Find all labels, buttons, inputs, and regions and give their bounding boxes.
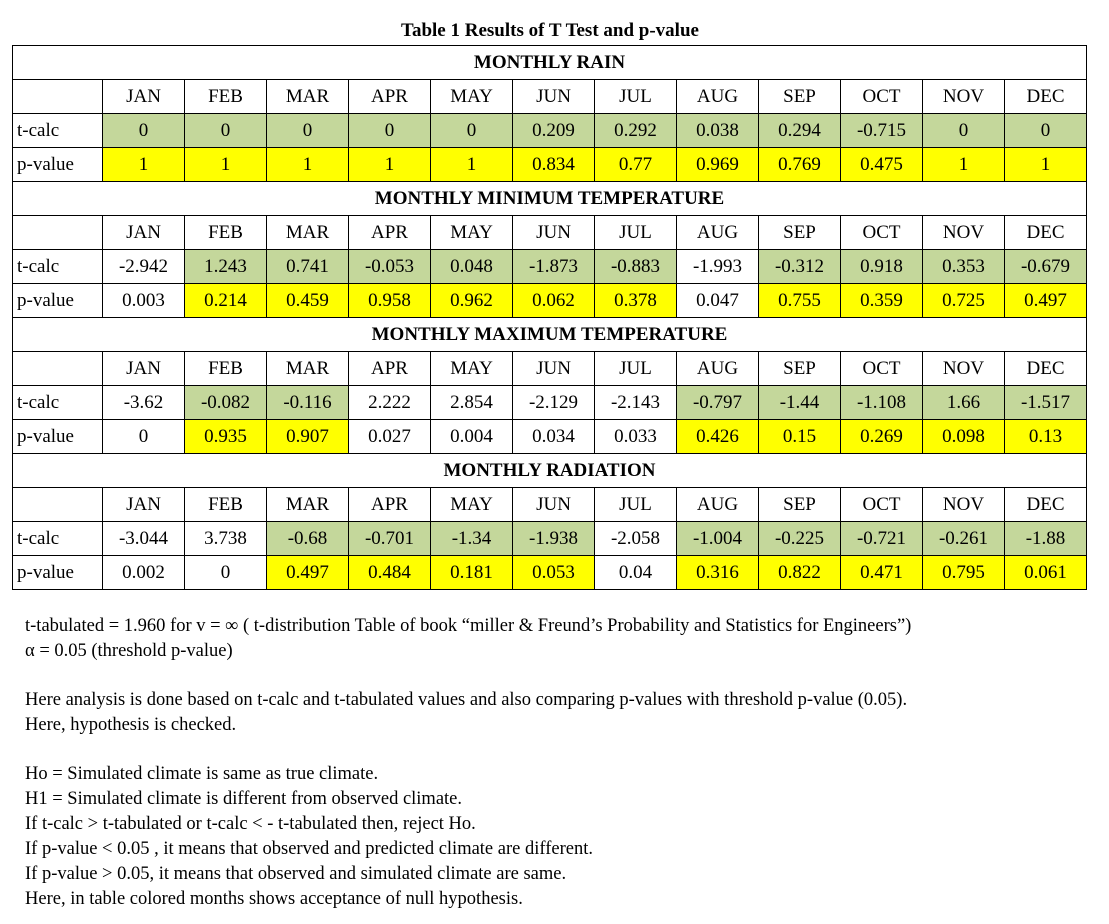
month-header-row — [13, 80, 1087, 114]
value-cell: -0.679 — [1005, 250, 1087, 284]
month-header-nov: NOV — [923, 216, 1005, 250]
month-header-jul: JUL — [595, 80, 677, 114]
month-header-row — [13, 488, 1087, 522]
value-cell: -1.88 — [1005, 522, 1087, 556]
note-line: If p-value > 0.05, it means that observed and simulated climate are same. — [25, 864, 567, 884]
value-cell: 0.471 — [841, 556, 923, 590]
month-header-jul: JUL — [595, 352, 677, 386]
value-cell: 0 — [103, 420, 185, 454]
value-cell: -1.517 — [1005, 386, 1087, 420]
value-cell: 1 — [267, 148, 349, 182]
month-header-sep: SEP — [759, 352, 841, 386]
month-header-apr: APR — [349, 216, 431, 250]
value-cell: 0.359 — [841, 284, 923, 318]
value-cell: 0.13 — [1005, 420, 1087, 454]
section-title-row — [13, 46, 1087, 80]
month-header-oct: OCT — [841, 80, 923, 114]
value-cell: 0.209 — [513, 114, 595, 148]
value-cell: 0.353 — [923, 250, 1005, 284]
month-header-jun: JUN — [513, 352, 595, 386]
month-header-jan: JAN — [103, 488, 185, 522]
month-header-jan: JAN — [103, 80, 185, 114]
value-cell: 1 — [185, 148, 267, 182]
month-header-mar: MAR — [267, 352, 349, 386]
note-line: Here, in table colored months shows acceptance of null hypothesis. — [25, 889, 523, 909]
section-title: MONTHLY RAIN — [13, 46, 1087, 80]
value-cell: 2.854 — [431, 386, 513, 420]
value-cell: 0.769 — [759, 148, 841, 182]
month-header-jun: JUN — [513, 216, 595, 250]
value-cell: 0.027 — [349, 420, 431, 454]
month-header-aug: AUG — [677, 216, 759, 250]
value-cell: -2.129 — [513, 386, 595, 420]
value-cell: 0.047 — [677, 284, 759, 318]
value-cell: -0.116 — [267, 386, 349, 420]
value-cell: 0 — [185, 114, 267, 148]
header-corner-cell — [13, 80, 103, 114]
month-header-feb: FEB — [185, 80, 267, 114]
value-cell: -0.053 — [349, 250, 431, 284]
value-cell: 0.475 — [841, 148, 923, 182]
value-cell: -0.68 — [267, 522, 349, 556]
value-cell: 3.738 — [185, 522, 267, 556]
month-header-apr: APR — [349, 80, 431, 114]
value-cell: 0.378 — [595, 284, 677, 318]
notes-block-definitions — [25, 614, 1100, 664]
value-cell: 0.061 — [1005, 556, 1087, 590]
value-cell: 0 — [185, 556, 267, 590]
month-header-aug: AUG — [677, 488, 759, 522]
value-cell: 0 — [923, 114, 1005, 148]
header-corner-cell — [13, 488, 103, 522]
section-title: MONTHLY MINIMUM TEMPERATURE — [13, 182, 1087, 216]
month-header-dec: DEC — [1005, 216, 1087, 250]
results-table — [12, 45, 1087, 590]
value-cell: 0.484 — [349, 556, 431, 590]
month-header-mar: MAR — [267, 488, 349, 522]
value-cell: -1.34 — [431, 522, 513, 556]
note-line: If t-calc > t-tabulated or t-calc < - t-tabulated then, reject Ho. — [25, 814, 476, 834]
month-header-mar: MAR — [267, 80, 349, 114]
month-header-dec: DEC — [1005, 488, 1087, 522]
value-cell: 0 — [349, 114, 431, 148]
value-cell: 0.04 — [595, 556, 677, 590]
month-header-oct: OCT — [841, 216, 923, 250]
month-header-nov: NOV — [923, 80, 1005, 114]
month-header-jul: JUL — [595, 216, 677, 250]
section-title-row — [13, 318, 1087, 352]
row-label: t-calc — [13, 250, 103, 284]
row-label: t-calc — [13, 114, 103, 148]
value-cell: 0.062 — [513, 284, 595, 318]
table-caption: Table 1 Results of T Test and p-value — [401, 20, 699, 41]
value-cell: -0.082 — [185, 386, 267, 420]
table-row — [13, 284, 1087, 318]
month-header-apr: APR — [349, 352, 431, 386]
month-header-sep: SEP — [759, 488, 841, 522]
note-line: Ho = Simulated climate is same as true climate. — [25, 764, 379, 784]
row-label: p-value — [13, 420, 103, 454]
value-cell: 0.181 — [431, 556, 513, 590]
value-cell: -0.715 — [841, 114, 923, 148]
value-cell: 0.294 — [759, 114, 841, 148]
section-title-row — [13, 454, 1087, 488]
value-cell: 2.222 — [349, 386, 431, 420]
value-cell: 0.004 — [431, 420, 513, 454]
value-cell: 0.725 — [923, 284, 1005, 318]
row-label: t-calc — [13, 386, 103, 420]
month-header-may: MAY — [431, 352, 513, 386]
month-header-sep: SEP — [759, 216, 841, 250]
value-cell: 0.918 — [841, 250, 923, 284]
value-cell: -1.938 — [513, 522, 595, 556]
notes-section — [25, 614, 1100, 912]
value-cell: 0.426 — [677, 420, 759, 454]
value-cell: -2.143 — [595, 386, 677, 420]
month-header-may: MAY — [431, 488, 513, 522]
value-cell: 0.755 — [759, 284, 841, 318]
value-cell: 0.15 — [759, 420, 841, 454]
value-cell: 0 — [103, 114, 185, 148]
value-cell: -1.873 — [513, 250, 595, 284]
value-cell: 1 — [103, 148, 185, 182]
value-cell: 0.834 — [513, 148, 595, 182]
value-cell: -0.797 — [677, 386, 759, 420]
value-cell: 0.969 — [677, 148, 759, 182]
value-cell: 0.003 — [103, 284, 185, 318]
value-cell: -0.883 — [595, 250, 677, 284]
month-header-jun: JUN — [513, 80, 595, 114]
month-header-feb: FEB — [185, 488, 267, 522]
value-cell: 0.77 — [595, 148, 677, 182]
value-cell: 0.935 — [185, 420, 267, 454]
value-cell: 0.907 — [267, 420, 349, 454]
table-row — [13, 148, 1087, 182]
month-header-may: MAY — [431, 80, 513, 114]
month-header-jan: JAN — [103, 352, 185, 386]
month-header-feb: FEB — [185, 216, 267, 250]
value-cell: 0.033 — [595, 420, 677, 454]
value-cell: 0 — [431, 114, 513, 148]
month-header-jun: JUN — [513, 488, 595, 522]
value-cell: 1 — [923, 148, 1005, 182]
value-cell: 0.497 — [267, 556, 349, 590]
note-line: If p-value < 0.05 , it means that observed and predicted climate are different. — [25, 839, 593, 859]
table-row — [13, 556, 1087, 590]
value-cell: 0.214 — [185, 284, 267, 318]
value-cell: -1.004 — [677, 522, 759, 556]
month-header-aug: AUG — [677, 352, 759, 386]
row-label: t-calc — [13, 522, 103, 556]
results-table-body — [13, 46, 1087, 590]
value-cell: 0.822 — [759, 556, 841, 590]
section-title-row — [13, 182, 1087, 216]
value-cell: 0.098 — [923, 420, 1005, 454]
value-cell: 0.741 — [267, 250, 349, 284]
notes-block-hypothesis — [25, 762, 1100, 912]
value-cell: 0.053 — [513, 556, 595, 590]
month-header-nov: NOV — [923, 352, 1005, 386]
value-cell: 1.243 — [185, 250, 267, 284]
value-cell: 0 — [1005, 114, 1087, 148]
value-cell: 1 — [1005, 148, 1087, 182]
value-cell: -2.942 — [103, 250, 185, 284]
table-row — [13, 386, 1087, 420]
value-cell: -1.44 — [759, 386, 841, 420]
month-header-feb: FEB — [185, 352, 267, 386]
month-header-oct: OCT — [841, 352, 923, 386]
note-line: Here, hypothesis is checked. — [25, 715, 237, 735]
note-line: Here analysis is done based on t-calc and t-tabulated values and also comparing p-values with threshold p-value (0.05). — [25, 690, 908, 710]
section-title: MONTHLY MAXIMUM TEMPERATURE — [13, 318, 1087, 352]
month-header-jan: JAN — [103, 216, 185, 250]
value-cell: -0.225 — [759, 522, 841, 556]
month-header-apr: APR — [349, 488, 431, 522]
value-cell: 1.66 — [923, 386, 1005, 420]
value-cell: 0.038 — [677, 114, 759, 148]
value-cell: 0.269 — [841, 420, 923, 454]
value-cell: 1 — [431, 148, 513, 182]
value-cell: 0.962 — [431, 284, 513, 318]
value-cell: 0.958 — [349, 284, 431, 318]
header-corner-cell — [13, 216, 103, 250]
note-line: H1 = Simulated climate is different from observed climate. — [25, 789, 463, 809]
table-row — [13, 522, 1087, 556]
value-cell: 0.048 — [431, 250, 513, 284]
row-label: p-value — [13, 148, 103, 182]
table-row — [13, 250, 1087, 284]
value-cell: -1.993 — [677, 250, 759, 284]
row-label: p-value — [13, 556, 103, 590]
value-cell: 0.292 — [595, 114, 677, 148]
month-header-oct: OCT — [841, 488, 923, 522]
value-cell: 0.459 — [267, 284, 349, 318]
value-cell: -3.044 — [103, 522, 185, 556]
value-cell: -2.058 — [595, 522, 677, 556]
notes-block-analysis — [25, 688, 1100, 738]
value-cell: -1.108 — [841, 386, 923, 420]
value-cell: -3.62 — [103, 386, 185, 420]
note-line: α = 0.05 (threshold p-value) — [25, 641, 233, 661]
month-header-sep: SEP — [759, 80, 841, 114]
value-cell: -0.261 — [923, 522, 1005, 556]
month-header-may: MAY — [431, 216, 513, 250]
note-line: t-tabulated = 1.960 for v = ∞ ( t-distribution Table of book “miller & Freund’s Probability and Statistics for Engineers”) — [25, 616, 912, 636]
header-corner-cell — [13, 352, 103, 386]
table-row — [13, 114, 1087, 148]
month-header-jul: JUL — [595, 488, 677, 522]
value-cell: -0.312 — [759, 250, 841, 284]
value-cell: 1 — [349, 148, 431, 182]
value-cell: -0.701 — [349, 522, 431, 556]
month-header-row — [13, 352, 1087, 386]
month-header-row — [13, 216, 1087, 250]
value-cell: 0.497 — [1005, 284, 1087, 318]
month-header-dec: DEC — [1005, 352, 1087, 386]
month-header-aug: AUG — [677, 80, 759, 114]
month-header-dec: DEC — [1005, 80, 1087, 114]
value-cell: 0.316 — [677, 556, 759, 590]
value-cell: -0.721 — [841, 522, 923, 556]
month-header-nov: NOV — [923, 488, 1005, 522]
value-cell: 0.795 — [923, 556, 1005, 590]
value-cell: 0 — [267, 114, 349, 148]
month-header-mar: MAR — [267, 216, 349, 250]
value-cell: 0.034 — [513, 420, 595, 454]
value-cell: 0.002 — [103, 556, 185, 590]
row-label: p-value — [13, 284, 103, 318]
table-row — [13, 420, 1087, 454]
section-title: MONTHLY RADIATION — [13, 454, 1087, 488]
